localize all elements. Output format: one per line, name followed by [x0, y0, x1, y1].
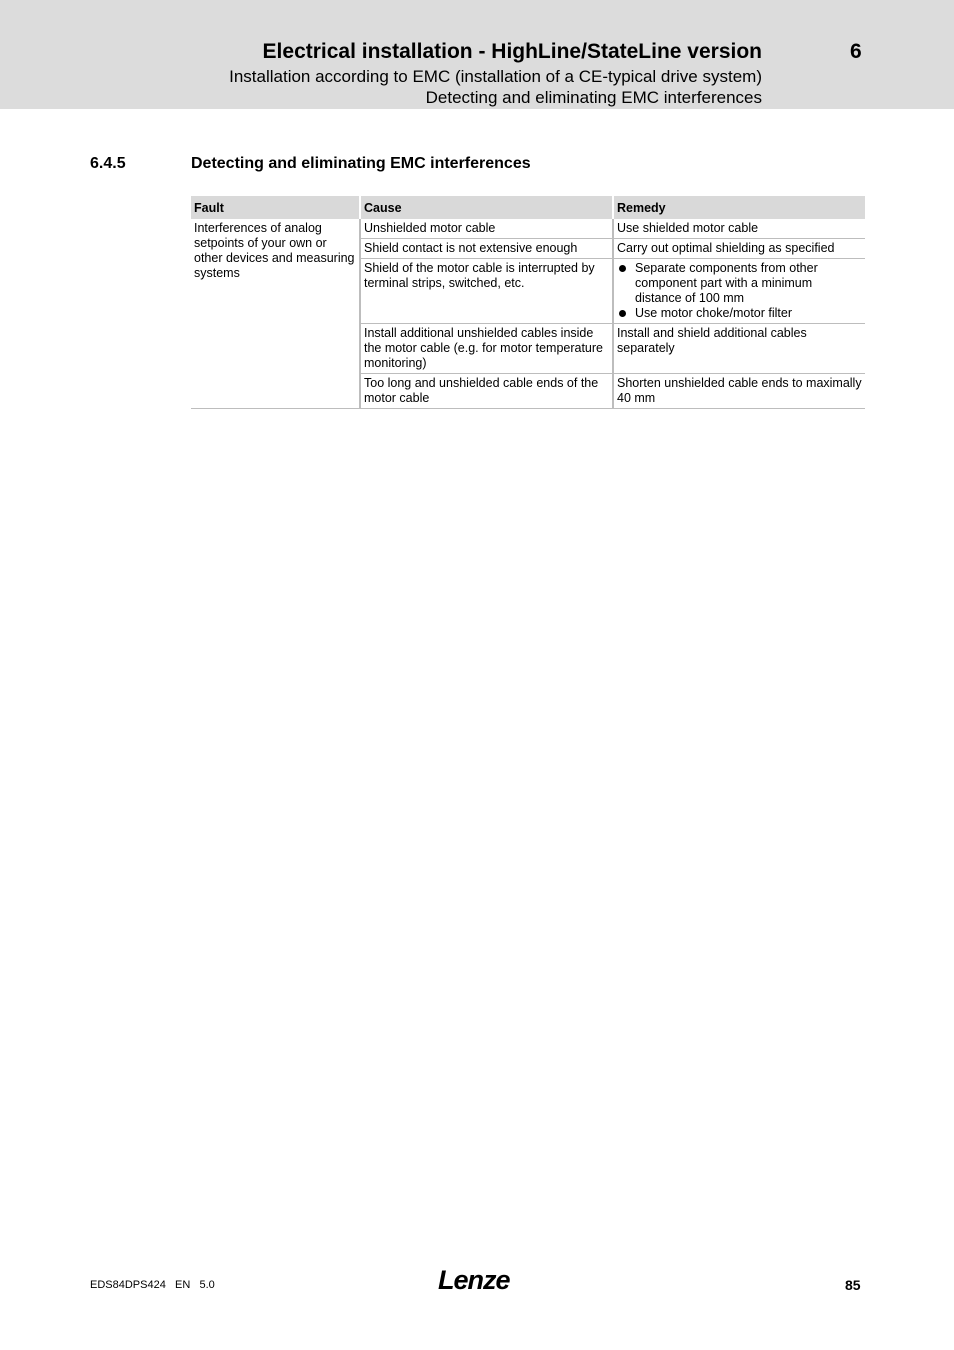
section-number: 6.4.5 — [90, 155, 126, 172]
cause-cell: Shield contact is not extensive enough — [359, 239, 612, 259]
doc-language: EN — [175, 1279, 191, 1291]
lenze-logo: Lenze — [438, 1265, 510, 1295]
chapter-title: Electrical installation - HighLine/StateLine version — [262, 40, 762, 63]
remedy-cell: Shorten unshielded cable ends to maximally 40 mm — [612, 374, 865, 409]
section-title: Detecting and eliminating EMC interferences — [191, 155, 531, 172]
fault-cell: Interferences of analog setpoints of your own or other devices and measuring systems — [191, 219, 359, 409]
doc-id: EDS84DPS424 — [90, 1279, 166, 1291]
remedy-cell: Use shielded motor cable — [612, 219, 865, 239]
header-subtitle-1: Installation according to EMC (installation of a CE-typical drive system) — [229, 67, 762, 86]
table-row — [191, 219, 865, 239]
list-item — [617, 261, 862, 306]
list-item-text: Use motor choke/motor filter — [635, 306, 792, 320]
remedy-cell: Carry out optimal shielding as specified — [612, 239, 865, 259]
remedy-list — [617, 261, 862, 321]
header-fault: Fault — [191, 196, 359, 219]
header-subtitle-2: Detecting and eliminating EMC interferences — [425, 88, 762, 107]
cause-cell: Too long and unshielded cable ends of the motor cable — [359, 374, 612, 409]
bullet-icon — [619, 265, 626, 272]
remedy-cell — [612, 259, 865, 324]
page-number: 85 — [845, 1277, 861, 1293]
cause-cell: Install additional unshielded cables inside the motor cable (e.g. for motor temperature monitoring) — [359, 324, 612, 374]
chapter-number: 6 — [850, 40, 862, 63]
table-header-row — [191, 196, 865, 219]
doc-version: 5.0 — [199, 1279, 215, 1291]
footer-doc-info — [90, 1279, 215, 1291]
header-remedy: Remedy — [612, 196, 865, 219]
list-item — [617, 306, 862, 321]
cause-cell: Shield of the motor cable is interrupted by terminal strips, switched, etc. — [359, 259, 612, 324]
bullet-icon — [619, 310, 626, 317]
remedy-cell: Install and shield additional cables separately — [612, 324, 865, 374]
header-cause: Cause — [359, 196, 612, 219]
emc-table — [191, 196, 865, 409]
list-item-text: Separate components from other component part with a minimum distance of 100 mm — [635, 261, 818, 305]
cause-cell: Unshielded motor cable — [359, 219, 612, 239]
